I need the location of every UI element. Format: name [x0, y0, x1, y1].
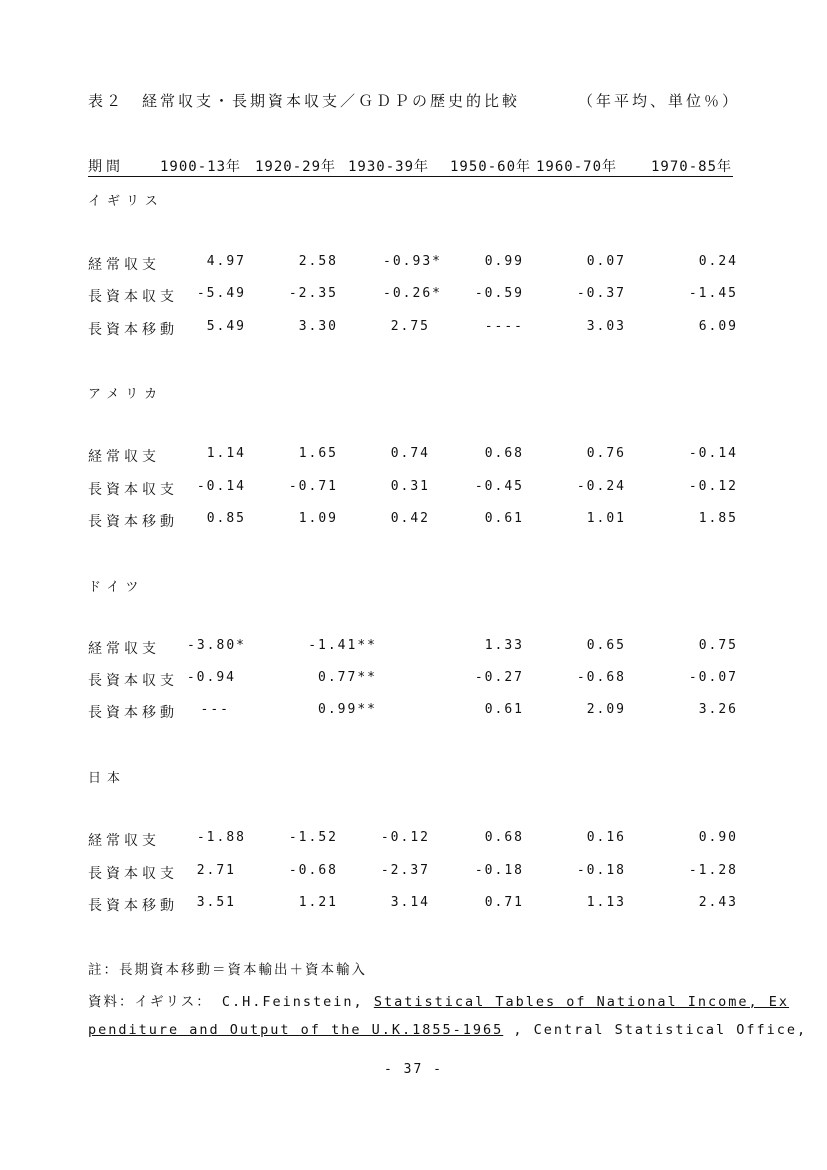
- table-cell: -0.94: [186, 670, 236, 685]
- table-cell: -1.52: [288, 830, 338, 845]
- table-unit: （年平均、単位％）: [578, 92, 741, 110]
- table-cell: -1.41**: [308, 638, 377, 653]
- table-cell: 2.58: [298, 254, 338, 269]
- table-cell: 0.68: [484, 830, 524, 845]
- table-cell: 0.07: [586, 254, 626, 269]
- table-cell: 2.75: [390, 319, 430, 334]
- table-cell: -2.37: [380, 863, 430, 878]
- page-number: - 37 -: [384, 1062, 443, 1077]
- table-cell: 2.71: [196, 863, 236, 878]
- header-period: 1920-29年: [255, 159, 337, 175]
- country-heading: アメリカ: [88, 387, 164, 402]
- country-heading: ドイツ: [88, 580, 145, 595]
- table-cell: -1.88: [196, 830, 246, 845]
- table-row: [0, 670, 827, 690]
- table-cell: -0.59: [474, 286, 524, 301]
- table-row: [0, 638, 827, 658]
- source-author: C.H.Feinstein,: [221, 994, 364, 1010]
- row-label: 長資本収支: [88, 289, 178, 305]
- row-label: 経常収支: [88, 833, 160, 849]
- table-row: [0, 286, 827, 306]
- table-row: [0, 511, 827, 531]
- table-cell: 0.99: [484, 254, 524, 269]
- source-title-part1: Statistical Tables of National Income, Ex: [373, 994, 790, 1010]
- source-publisher: , Central Statistical Office,: [513, 1022, 808, 1038]
- table-row: [0, 319, 827, 339]
- table-row: [0, 254, 827, 274]
- table-cell: -0.12: [380, 830, 430, 845]
- table-cell: 6.09: [698, 319, 738, 334]
- table-cell: 2.09: [586, 702, 626, 717]
- table-cell: -0.37: [576, 286, 626, 301]
- table-cell: 0.65: [586, 638, 626, 653]
- header-period: 1970-85年: [651, 159, 733, 175]
- table-cell: ---: [200, 702, 230, 717]
- table-row: [0, 830, 827, 850]
- table-cell: 1.14: [206, 446, 246, 461]
- table-cell: -0.68: [288, 863, 338, 878]
- table-cell: 0.16: [586, 830, 626, 845]
- row-label: 長資本移動: [88, 705, 178, 721]
- table-cell: 5.49: [206, 319, 246, 334]
- table-row: [0, 895, 827, 915]
- table-cell: 0.85: [206, 511, 246, 526]
- table-cell: -2.35: [288, 286, 338, 301]
- table-cell: 1.01: [586, 511, 626, 526]
- table-cell: -0.14: [688, 446, 738, 461]
- table-cell: -0.14: [196, 479, 246, 494]
- header-period: 1960-70年: [536, 159, 618, 175]
- table-cell: -1.45: [688, 286, 738, 301]
- table-cell: 2.43: [698, 895, 738, 910]
- table-cell: -0.71: [288, 479, 338, 494]
- table-cell: 1.21: [298, 895, 338, 910]
- table-cell: -1.28: [688, 863, 738, 878]
- country-heading: 日本: [88, 771, 127, 786]
- table-cell: 0.75: [698, 638, 738, 653]
- table-cell: -0.07: [688, 670, 738, 685]
- row-label: 長資本収支: [88, 482, 178, 498]
- table-title-text: 表２ 経常収支・長期資本収支／ＧＤＰの歴史的比較: [88, 92, 521, 110]
- table-cell: 0.99**: [318, 702, 377, 717]
- table-cell: -0.12: [688, 479, 738, 494]
- table-cell: 3.51: [196, 895, 236, 910]
- table-cell: 1.13: [586, 895, 626, 910]
- row-label: 長資本移動: [88, 514, 178, 530]
- table-cell: 4.97: [206, 254, 246, 269]
- source-title-part2: penditure and Output of the U.K.1855-1965: [88, 1022, 504, 1038]
- row-label: 経常収支: [88, 449, 160, 465]
- table-cell: -3.80*: [187, 638, 246, 653]
- table-cell: 0.61: [484, 702, 524, 717]
- table-cell: -0.18: [474, 863, 524, 878]
- table-row: [0, 702, 827, 722]
- header-period: 1900-13年: [160, 159, 242, 175]
- table-cell: -0.93*: [383, 254, 442, 269]
- source-line-1: [88, 990, 789, 1010]
- table-cell: 1.65: [298, 446, 338, 461]
- table-cell: 0.74: [390, 446, 430, 461]
- source-prefix: 資料：イギリス：: [88, 994, 212, 1010]
- row-label: 経常収支: [88, 257, 160, 273]
- table-cell: -0.68: [576, 670, 626, 685]
- table-header: [88, 156, 733, 177]
- table-cell: 0.76: [586, 446, 626, 461]
- table-cell: -0.18: [576, 863, 626, 878]
- table-cell: 0.31: [390, 479, 430, 494]
- header-period: 1950-60年: [450, 159, 532, 175]
- table-cell: 0.42: [390, 511, 430, 526]
- table-cell: -0.45: [474, 479, 524, 494]
- table-cell: -0.26*: [383, 286, 442, 301]
- table-cell: 1.33: [484, 638, 524, 653]
- table-cell: -0.24: [576, 479, 626, 494]
- table-cell: 3.30: [298, 319, 338, 334]
- table-cell: 0.77**: [318, 670, 377, 685]
- row-label: 長資本収支: [88, 673, 178, 689]
- table-row: [0, 479, 827, 499]
- table-cell: 0.71: [484, 895, 524, 910]
- source-line-2: [88, 1022, 807, 1038]
- table-cell: -0.27: [474, 670, 524, 685]
- row-label: 長資本移動: [88, 322, 178, 338]
- header-period-label: 期間: [88, 159, 124, 175]
- row-label: 長資本収支: [88, 866, 178, 882]
- table-cell: 3.03: [586, 319, 626, 334]
- note-text: 註：長期資本移動＝資本輸出＋資本輸入: [88, 962, 367, 978]
- header-period: 1930-39年: [348, 159, 430, 175]
- table-cell: 1.09: [298, 511, 338, 526]
- table-cell: 0.61: [484, 511, 524, 526]
- table-cell: 3.14: [390, 895, 430, 910]
- row-label: 経常収支: [88, 641, 160, 657]
- table-cell: 3.26: [698, 702, 738, 717]
- row-label: 長資本移動: [88, 898, 178, 914]
- table-cell: 0.90: [698, 830, 738, 845]
- table-title: [88, 90, 741, 111]
- table-cell: ----: [484, 319, 524, 334]
- table-cell: 0.68: [484, 446, 524, 461]
- table-cell: 1.85: [698, 511, 738, 526]
- table-row: [0, 863, 827, 883]
- country-heading: イギリス: [88, 194, 164, 209]
- table-row: [0, 446, 827, 466]
- table-cell: -5.49: [196, 286, 246, 301]
- table-cell: 0.24: [698, 254, 738, 269]
